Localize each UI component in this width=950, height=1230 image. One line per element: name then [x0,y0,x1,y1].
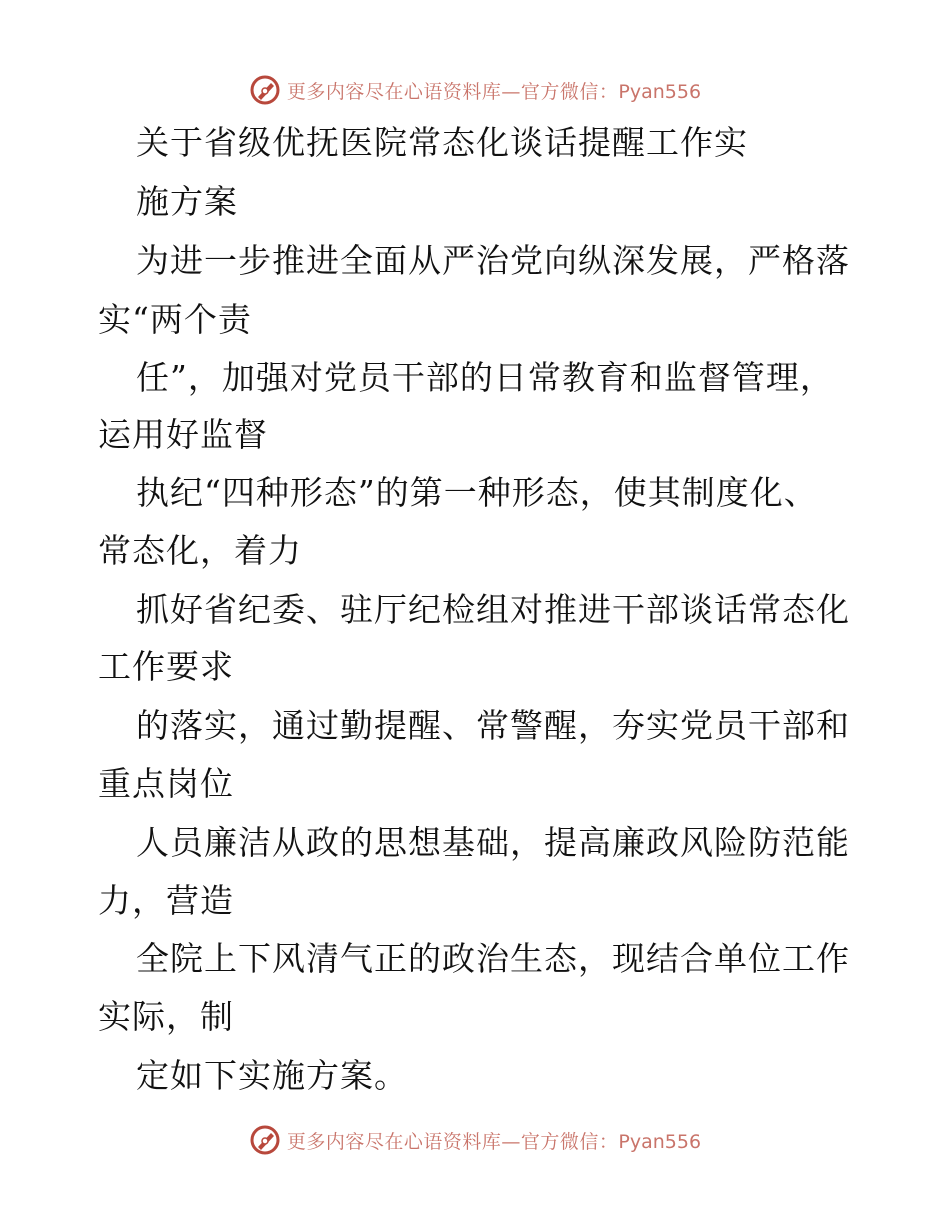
paragraph-line: 人员廉洁从政的思想基础，提高廉政风险防范能 [136,823,850,862]
paragraph-line: 为进一步推进全面从严治党向纵深发展，严格落 [136,241,850,280]
header-watermark [0,72,950,108]
pen-logo-icon [249,74,281,106]
paragraph-line: 重点岗位 [98,764,234,803]
paragraph-line: 实“两个责 [98,300,252,339]
paragraph-line: 常态化，着力 [98,531,302,570]
paragraph-line: 的落实，通过勤提醒、常警醒，夯实党员干部和 [136,706,850,745]
paragraph-line: 定如下实施方案。 [136,1056,408,1095]
watermark-text: 更多内容尽在心语资料库—官方微信：Pyan556 [286,80,702,103]
footer-watermark [0,1122,950,1158]
paragraph-line: 任”，加强对党员干部的日常教育和监督管理， [136,358,834,397]
paragraph-line: 抓好省纪委、驻厅纪检组对推进干部谈话常态化 [136,590,850,629]
document-title-line-2: 施方案 [136,182,238,221]
paragraph-line: 力，营造 [98,881,234,920]
document-title-line-1: 关于省级优抚医院常态化谈话提醒工作实 [136,123,748,162]
paragraph-line: 运用好监督 [98,415,268,454]
pen-logo-icon [249,1124,281,1156]
watermark-text: 更多内容尽在心语资料库—官方微信：Pyan556 [286,1130,702,1153]
paragraph-line: 实际，制 [98,997,234,1036]
paragraph-line: 工作要求 [98,647,234,686]
paragraph-line: 执纪“四种形态”的第一种形态，使其制度化、 [136,473,818,512]
paragraph-line: 全院上下风清气正的政治生态，现结合单位工作 [136,939,850,978]
